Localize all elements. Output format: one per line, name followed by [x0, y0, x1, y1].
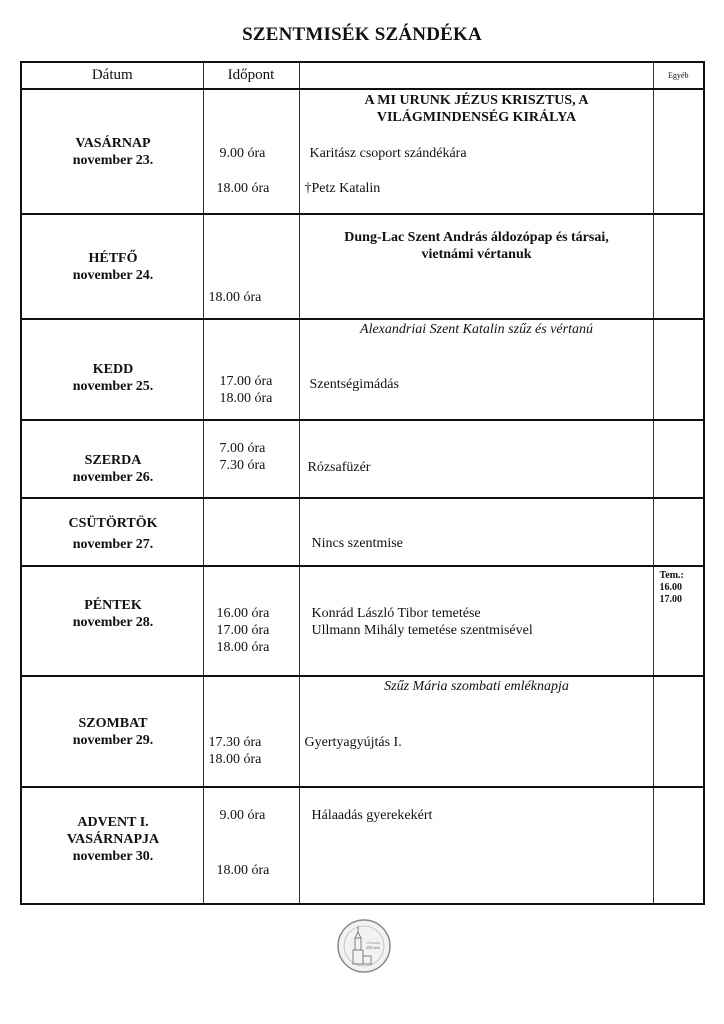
- time-cell: [203, 420, 299, 498]
- intention-text: Ullmann Mihály temetése szentmisével: [311, 623, 533, 638]
- table-row: [21, 420, 704, 498]
- header-other: Egyéb: [653, 62, 704, 89]
- day-name: SZOMBAT: [78, 716, 148, 731]
- time-value: 16.00 óra: [216, 606, 270, 621]
- intention-text: Karitász csoport szándékára: [309, 146, 467, 161]
- time-cell: [203, 676, 299, 787]
- church-seal-logo: [336, 918, 392, 974]
- time-value: 7.00 óra: [219, 441, 266, 456]
- day-date: november 29.: [72, 733, 154, 748]
- intention-text: Konrád László Tibor temetése: [311, 606, 481, 621]
- day-date: november 26.: [72, 470, 154, 485]
- day-date: november 30.: [72, 849, 154, 864]
- day-cell: [21, 89, 203, 214]
- day-cell: [21, 676, 203, 787]
- feast-title: A MI URUNK JÉZUS KRISZTUS, A: [364, 93, 589, 108]
- intention-text: Szentségimádás: [309, 377, 399, 392]
- time-cell: [203, 566, 299, 676]
- day-cell: [21, 787, 203, 904]
- feast-title: Dung-Lac Szent András áldozópap és társai,: [344, 230, 609, 245]
- day-cell: [21, 566, 203, 676]
- intention-cell: [299, 319, 653, 420]
- time-value: 9.00 óra: [219, 146, 266, 161]
- mass-schedule-table: [20, 61, 705, 905]
- time-value: 17.00 óra: [219, 374, 273, 389]
- day-date: november 27.: [72, 537, 154, 552]
- time-value: 18.00 óra: [219, 391, 273, 406]
- table-header-row: [21, 62, 704, 89]
- time-value: 9.00 óra: [219, 808, 266, 823]
- intention-text: Nincs szentmise: [311, 536, 403, 551]
- logo-anniversary: 250 éves: [365, 945, 381, 950]
- time-value: 18.00 óra: [216, 863, 270, 878]
- feast-title: VILÁGMINDENSÉG KIRÁLYA: [376, 110, 577, 125]
- other-cell: [653, 214, 704, 319]
- feast-title: Alexandriai Szent Katalin szűz és vértanú: [360, 322, 593, 337]
- table-row: [21, 214, 704, 319]
- intention-text: †Petz Katalin: [304, 181, 381, 196]
- time-cell: [203, 89, 299, 214]
- time-cell: [203, 214, 299, 319]
- table-row: [21, 787, 704, 904]
- day-cell: [21, 319, 203, 420]
- time-value: 17.30 óra: [208, 735, 262, 750]
- header-time: Időpont: [203, 62, 299, 89]
- day-date: november 28.: [72, 615, 154, 630]
- other-cell: [653, 566, 704, 676]
- intention-text: Gyertyagyújtás I.: [304, 735, 402, 750]
- header-intention: [299, 62, 653, 89]
- intention-cell: [299, 89, 653, 214]
- day-name: PÉNTEK: [84, 598, 142, 613]
- other-note: 16.00: [659, 582, 682, 593]
- other-cell: [653, 498, 704, 566]
- other-note: 17.00: [659, 594, 682, 605]
- intention-text: Hálaadás gyerekekért: [311, 808, 433, 823]
- other-cell: [653, 420, 704, 498]
- intention-cell: [299, 566, 653, 676]
- time-value: 18.00 óra: [208, 290, 262, 305]
- time-value: 18.00 óra: [216, 181, 270, 196]
- intention-cell: [299, 498, 653, 566]
- other-cell: [653, 89, 704, 214]
- day-date: november 25.: [72, 379, 154, 394]
- day-name: VASÁRNAP: [75, 136, 151, 151]
- table-row: [21, 319, 704, 420]
- time-value: 18.00 óra: [208, 752, 262, 767]
- intention-cell: [299, 787, 653, 904]
- logo-years: 1770-2020: [366, 941, 380, 945]
- day-date: november 23.: [72, 153, 154, 168]
- intention-cell: [299, 420, 653, 498]
- day-name: CSÜTÖRTÖK: [68, 516, 158, 531]
- day-name: HÉTFŐ: [88, 251, 138, 266]
- other-cell: [653, 319, 704, 420]
- time-cell: [203, 498, 299, 566]
- day-cell: [21, 498, 203, 566]
- feast-title: vietnámi vértanuk: [421, 247, 532, 262]
- time-value: 17.00 óra: [216, 623, 270, 638]
- table-row: [21, 498, 704, 566]
- time-cell: [203, 787, 299, 904]
- intention-text: Rózsafüzér: [307, 460, 371, 475]
- day-name-line2: VASÁRNAPJA: [66, 832, 160, 847]
- table-row: [21, 676, 704, 787]
- page-title: SZENTMISÉK SZÁNDÉKA: [242, 24, 482, 45]
- day-name: ADVENT I.: [77, 815, 149, 830]
- other-cell: [653, 787, 704, 904]
- day-cell: [21, 214, 203, 319]
- table-row: [21, 89, 704, 214]
- feast-title: Szűz Mária szombati emléknapja: [384, 679, 569, 694]
- other-cell: [653, 676, 704, 787]
- time-value: 7.30 óra: [219, 458, 266, 473]
- day-name: KEDD: [92, 362, 134, 377]
- day-name: SZERDA: [84, 453, 142, 468]
- intention-cell: [299, 214, 653, 319]
- day-cell: [21, 420, 203, 498]
- day-date: november 24.: [72, 268, 154, 283]
- table-row: [21, 566, 704, 676]
- intention-cell: [299, 676, 653, 787]
- other-note: Tem.:: [659, 570, 684, 581]
- header-date: Dátum: [21, 62, 203, 89]
- time-cell: [203, 319, 299, 420]
- time-value: 18.00 óra: [216, 640, 270, 655]
